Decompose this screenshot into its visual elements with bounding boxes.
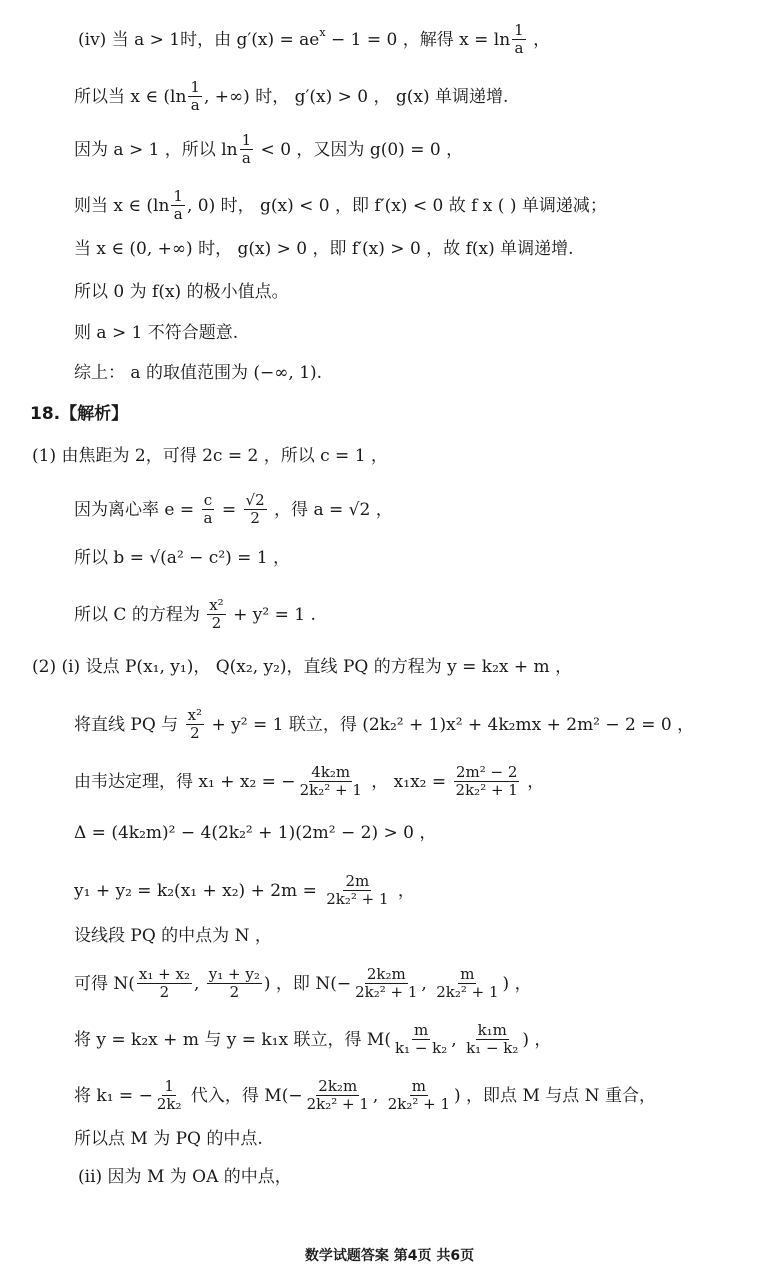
text-run: 将直线 PQ 与 [74, 714, 184, 735]
fraction-numerator: 1 [173, 187, 183, 205]
line-equation-C [74, 597, 316, 632]
text-run: − 1 = 0 ，解得 x = ln [325, 29, 511, 50]
fraction-numerator: m [460, 965, 475, 983]
fraction-numerator: 2k₂m [318, 1077, 358, 1095]
fraction-denominator: 2k₂² + 1 [326, 890, 389, 908]
text-run: ，得 a = √2 ， [268, 499, 393, 520]
text-run: Δ = (4k₂m)² − 4(2k₂² + 1)(2m² − 2) > 0 ， [74, 823, 437, 843]
text-run: ) ， [502, 973, 532, 994]
line-y-sum [74, 873, 415, 908]
fraction [454, 764, 520, 799]
fraction-numerator: 1 [241, 131, 252, 149]
text-run: ， [392, 880, 415, 901]
text-run: , [193, 973, 205, 994]
text-run: ) ，即点 M 与点 N 重合， [454, 1085, 656, 1106]
fraction [188, 79, 202, 114]
text-run: 当 x ∈ (0, +∞) 时， g(x) > 0 ，即 f′(x) > 0 ，故 f(x) 单调递增. [74, 239, 574, 259]
text-run: 综上： a 的取值范围为 (−∞, 1). [74, 363, 323, 383]
line-decreasing [74, 188, 607, 223]
fraction-denominator: a [203, 509, 213, 527]
line-b-value [74, 547, 290, 569]
text-run: 所以 b = √(a² − c²) = 1 ， [74, 548, 291, 568]
text-run: ) ， [522, 1029, 552, 1050]
text-run: 则当 x ∈ (ln [74, 195, 170, 216]
fraction-denominator: 2k₂² + 1 [299, 781, 362, 799]
fraction-denominator: 2 [211, 614, 222, 632]
fraction-numerator: x² [209, 596, 224, 614]
line-vieta [74, 764, 544, 799]
fraction-denominator: 2 [250, 509, 260, 527]
fraction-denominator: 2 [190, 724, 200, 742]
fraction-numerator: 2m² − 2 [455, 763, 518, 781]
text-run: + y² = 1 联立，得 (2k₂² + 1)x² + 4k₂mx + 2m² − 2 = 0 ， [206, 714, 695, 735]
fraction-denominator: a [241, 149, 251, 167]
text-run: (ii) 因为 M 为 OA 的中点， [78, 1167, 292, 1187]
line-conclusion [74, 362, 322, 384]
text-run: ， x₁x₂ = [365, 771, 452, 792]
text-run: y₁ + y₂ = k₂(x₁ + x₂) + 2m = [74, 880, 323, 901]
text-run: , [451, 1029, 463, 1050]
text-run: 18.【解析】 [30, 404, 129, 424]
fraction-numerator: 1 [514, 21, 524, 39]
fraction-denominator: a [190, 96, 200, 114]
text-run: ， [521, 771, 545, 792]
text-run: , [372, 1085, 384, 1106]
text-run: ) ，即 N(− [263, 973, 352, 994]
text-run: 设线段 PQ 的中点为 N ， [74, 926, 272, 946]
fraction-numerator: 4k₂m [311, 763, 351, 781]
fraction [353, 966, 419, 1001]
fraction [464, 1022, 520, 1057]
fraction [305, 1078, 371, 1113]
fraction-denominator: 2k₂ [156, 1095, 182, 1113]
text-run: , +∞) 时， g′(x) > 0 ， g(x) 单调递增. [203, 86, 509, 107]
fraction [324, 873, 390, 908]
text-run: + y² = 1 . [227, 604, 316, 625]
fraction-denominator: 2 [159, 983, 170, 1001]
fraction [137, 966, 192, 1001]
fraction-numerator: m [411, 1077, 426, 1095]
text-run: 所以 0 为 f(x) 的极小值点。 [74, 282, 289, 302]
fraction-denominator: 2k₂² + 1 [387, 1095, 451, 1113]
fraction-numerator: x₁ + x₂ [138, 965, 190, 983]
fraction-denominator: a [514, 39, 524, 57]
text-run: x [319, 25, 326, 39]
fraction-numerator: y₁ + y₂ [208, 965, 260, 983]
fraction [298, 764, 364, 799]
fraction-numerator: 2m [345, 872, 370, 890]
text-run: 所以点 M 为 PQ 的中点. [74, 1129, 263, 1149]
fraction-numerator: 1 [164, 1077, 174, 1095]
line-N-coords [74, 966, 532, 1001]
fraction-denominator: k₁ − k₂ [466, 1039, 519, 1057]
line-substitute [74, 1078, 656, 1113]
text-run: 代入，得 M(− [185, 1085, 303, 1106]
fraction [202, 492, 215, 527]
line-midpoint-N [74, 925, 272, 947]
fraction [393, 1022, 449, 1057]
fraction [244, 492, 267, 527]
fraction [207, 966, 262, 1001]
fraction-numerator: m [413, 1021, 429, 1039]
text-run: 由韦达定理，得 x₁ + x₂ = − [74, 771, 296, 792]
fraction-numerator: k₁m [477, 1021, 507, 1039]
fraction-denominator: 2k₂² + 1 [355, 983, 418, 1001]
text-run: 可得 N( [74, 973, 135, 994]
section-18-title [30, 403, 128, 425]
fraction-denominator: 2k₂² + 1 [436, 983, 499, 1001]
page-footer: 数学试题答案 第4页 共6页 [304, 1248, 475, 1264]
line-combine [74, 707, 694, 742]
line-part1-focal [32, 445, 388, 467]
fraction-numerator: x² [187, 706, 203, 724]
text-run: 所以当 x ∈ (ln [74, 86, 187, 107]
line-min-point [74, 281, 289, 303]
line-increasing [74, 79, 508, 114]
line-ln-negative [74, 132, 463, 167]
fraction [207, 597, 225, 632]
text-run: ， [527, 29, 551, 50]
line-part-ii [78, 1166, 292, 1188]
fraction-numerator: 2k₂m [366, 965, 406, 983]
text-run: 因为 a > 1 ，所以 ln [74, 139, 238, 160]
line-discriminant [74, 822, 436, 844]
fraction [171, 188, 185, 223]
line-M-coords [74, 1022, 551, 1057]
line-not-valid [74, 322, 238, 344]
text-run: (1) 由焦距为 2，可得 2c = 2 ，所以 c = 1 ， [32, 446, 388, 466]
fraction-denominator: a [173, 205, 183, 223]
fraction-numerator: √2 [245, 491, 265, 509]
line-part2-setup [32, 656, 572, 678]
text-run: (iv) 当 a > 1时，由 g′(x) = ae [78, 29, 320, 50]
fraction-denominator: k₁ − k₂ [394, 1039, 448, 1057]
text-run: 所以 C 的方程为 [74, 604, 206, 625]
text-run: , 0) 时， g(x) < 0 ，即 f′(x) < 0 故 f x ( ) 单调递减； [186, 195, 607, 216]
fraction-denominator: 2 [229, 983, 240, 1001]
fraction [434, 966, 500, 1001]
text-run: = [216, 499, 242, 520]
text-run: 将 k₁ = − [74, 1085, 153, 1106]
text-run: < 0 ，又因为 g(0) = 0 ， [255, 139, 464, 160]
fraction-denominator: 2k₂² + 1 [306, 1095, 369, 1113]
fraction-numerator: c [203, 491, 213, 509]
text-run: , [421, 973, 433, 994]
fraction [512, 22, 526, 57]
text-run: 将 y = k₂x + m 与 y = k₁x 联立，得 M( [74, 1029, 391, 1050]
fraction [186, 707, 204, 742]
text-run: 因为离心率 e = [74, 499, 200, 520]
line-iv-case [78, 22, 550, 57]
text-run: (2) (i) 设点 P(x₁, y₁)， Q(x₂, y₂)，直线 PQ 的方程为 y = k₂x + m ， [32, 657, 573, 677]
fraction [386, 1078, 452, 1113]
fraction-denominator: 2k₂² + 1 [455, 781, 518, 799]
fraction-numerator: 1 [190, 78, 200, 96]
fraction [240, 132, 254, 167]
line-M-midpoint [74, 1128, 263, 1150]
line-eccentricity [74, 492, 393, 527]
text-run: 则 a > 1 不符合题意. [74, 323, 239, 343]
fraction [155, 1078, 184, 1113]
line-increasing-2 [74, 238, 574, 260]
